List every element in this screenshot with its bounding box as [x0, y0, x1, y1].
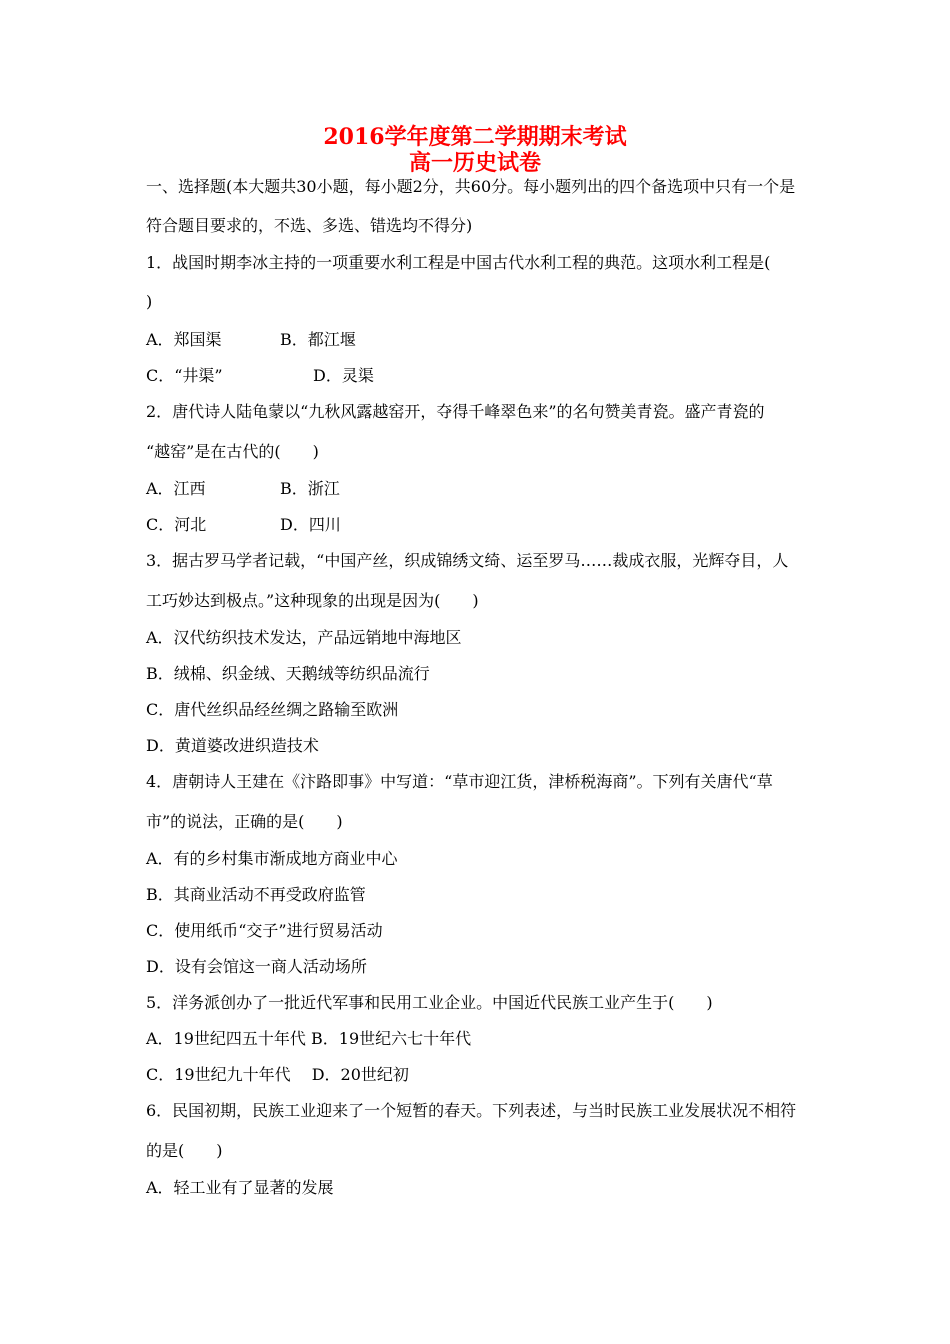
question-3-option-a: A．汉代纺织技术发达，产品远销地中海地区 — [146, 628, 462, 647]
section-instructions-line2: 符合题目要求的，不选、多选、错选均不得分) — [146, 216, 473, 235]
question-3-option-b: B．绒棉、织金绒、天鹅绒等纺织品流行 — [146, 664, 430, 683]
question-3-stem-line1: 3．据古罗马学者记载，“中国产丝，织成锦绣文绮、运至罗马……裁成衣服，光辉夺目，人 — [146, 551, 789, 570]
section-instructions-line1: 一、选择题(本大题共30小题，每小题2分，共60分。每小题列出的四个备选项中只有一个是 — [146, 177, 796, 196]
question-1-option-d: D．灵渠 — [313, 366, 374, 385]
question-2-option-b: B．浙江 — [280, 479, 340, 498]
question-3-option-d: D．黄道婆改进织造技术 — [146, 736, 319, 755]
question-2-option-d: D．四川 — [280, 515, 341, 534]
question-2-stem-line2: “越窑”是在古代的( ) — [146, 442, 319, 461]
question-4-stem-line2: 市”的说法，正确的是( ) — [146, 812, 343, 831]
exam-subtitle: 高一历史试卷 — [408, 150, 541, 176]
question-3-option-c: C．唐代丝织品经丝绸之路输至欧洲 — [146, 700, 399, 719]
question-2-option-a: A．江西 — [146, 479, 206, 498]
question-5-options-cd: C．19世纪九十年代 D．20世纪初 — [146, 1065, 409, 1084]
question-6-stem-line2: 的是( ) — [146, 1141, 223, 1160]
question-1-option-b: B．都江堰 — [280, 330, 356, 349]
question-3-stem-line2: 工巧妙达到极点。”这种现象的出现是因为( ) — [146, 591, 479, 610]
question-4-option-d: D．设有会馆这一商人活动场所 — [146, 957, 367, 976]
question-1-option-c: C．“井渠” — [146, 366, 223, 385]
question-4-option-b: B．其商业活动不再受政府监管 — [146, 885, 366, 904]
question-6-stem-line1: 6．民国初期，民族工业迎来了一个短暂的春天。下列表述，与当时民族工业发展状况不相符 — [146, 1101, 797, 1120]
question-4-stem-line1: 4．唐朝诗人王建在《汴路即事》中写道：“草市迎江货，津桥税海商”。下列有关唐代“草 — [146, 772, 773, 791]
question-2-stem-line1: 2．唐代诗人陆龟蒙以“九秋风露越窑开，夺得千峰翠色来”的名句赞美青瓷。盛产青瓷的 — [146, 402, 765, 421]
question-6-option-a: A．轻工业有了显著的发展 — [146, 1178, 334, 1197]
question-1-option-a: A．郑国渠 — [146, 330, 222, 349]
question-2-option-c: C．河北 — [146, 515, 207, 534]
question-4-option-a: A．有的乡村集市渐成地方商业中心 — [146, 849, 398, 868]
question-5-options-ab: A．19世纪四五十年代 B．19世纪六七十年代 — [146, 1029, 472, 1048]
question-1-stem-line1: 1．战国时期李冰主持的一项重要水利工程是中国古代水利工程的典范。这项水利工程是( — [146, 253, 771, 272]
exam-title: 2016学年度第二学期期末考试 — [323, 124, 627, 150]
question-5-stem: 5．洋务派创办了一批近代军事和民用工业企业。中国近代民族工业产生于( ) — [146, 993, 713, 1012]
question-4-option-c: C．使用纸币“交子”进行贸易活动 — [146, 921, 383, 940]
question-1-stem-line2: ) — [146, 292, 153, 311]
